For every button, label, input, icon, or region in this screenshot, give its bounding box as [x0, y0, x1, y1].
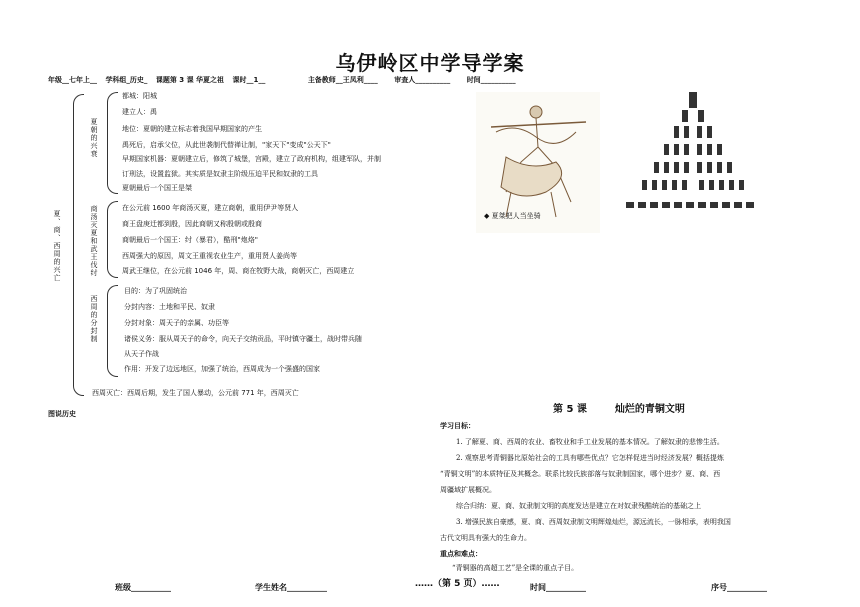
subject-field: 学科组_历史_ — [105, 76, 148, 84]
key-points-heading: 重点和难点： — [440, 549, 482, 558]
grade-field: 年级__七年上__ — [48, 76, 97, 84]
xia-line-2: 建立人：禹 — [122, 108, 157, 116]
footer-page-number: ……（第 5 页）…… — [415, 579, 500, 589]
objective-line-4: 周疆域扩展概况。 — [440, 486, 496, 494]
main-label: 夏、商、西周的兴亡 — [53, 210, 61, 282]
xia-line-7: 夏朝最后一个国王是桀 — [122, 184, 192, 192]
checker-field: 审查人__________ — [394, 76, 451, 84]
footer-class: 班级__________ — [115, 583, 171, 592]
lesson-name: 灿烂的青铜文明 — [614, 404, 685, 415]
objective-line-3: “青铜文明”的本质特征及其概念。联系比较氏族部落与奴隶制国家，哪个进步？夏、商、西 — [440, 470, 721, 478]
shang-brace — [107, 201, 118, 278]
page-title: 乌伊岭区中学导学案 — [335, 51, 525, 75]
footer-seat-number: 序号__________ — [711, 583, 767, 592]
caption-text: 夏桀把人当坐骑 — [491, 212, 541, 220]
lesson-number: 第 5 课 — [553, 404, 587, 415]
key-points-line: “青铜器的高超工艺”是全课的重点子目。 — [452, 564, 579, 572]
objective-line-1: 1. 了解夏、商、西周的农业、畜牧业和手工业发展的基本情况。了解奴隶的悲惨生活。 — [456, 438, 724, 446]
zhou-end-line: 西周灭亡：西周后期，发生了国人暴动，公元前 771 年，西周灭亡 — [92, 389, 299, 397]
xia-line-3: 地位：夏朝的建立标志着我国早期国家的产生 — [122, 125, 262, 133]
period-field: 课时__1__ — [232, 76, 266, 84]
xia-line-6: 订刑法，设置监狱。其实质是奴隶主阶级压迫平民和奴隶的工具 — [122, 170, 318, 178]
shang-line-4: 西周强大的原因，周文王重视农业生产，重用贤人姜尚等 — [122, 252, 297, 260]
footer-time: 时间__________ — [530, 583, 586, 592]
objective-line-6: 3. 增强民族自豪感，夏、商、西周奴隶制文明辉煌灿烂，源远流长，一脉相承，表明我国 — [456, 518, 731, 526]
topic-field: 课题第 3 课 华夏之祖 — [155, 76, 225, 84]
zhou-label: 西周的分封制 — [90, 295, 98, 343]
pyramid-drawing — [618, 90, 768, 225]
shang-line-3: 商朝最后一个国王：纣（暴君），酷刑"炮烙" — [122, 236, 258, 244]
xia-line-1: 都城：阳城 — [122, 92, 157, 100]
caption-bullet-icon: ◆ — [484, 212, 492, 220]
shang-line-1: 在公元前 1600 年商汤灭夏，建立商朝，重用伊尹等贤人 — [122, 204, 299, 212]
main-brace — [73, 94, 84, 396]
shang-label: 商汤灭夏和武王伐纣 — [90, 205, 98, 277]
picture-history-note: 图说历史 — [48, 410, 76, 418]
zhou-line-5: 从天子作战 — [124, 350, 159, 358]
xia-line-4: 禹死后，启承父位，从此世袭制代替禅让制，"家天下"变成"公天下" — [122, 141, 331, 149]
xia-jie-illustration — [476, 92, 600, 233]
zhou-line-3: 分封对象：周天子的亲属、功臣等 — [124, 319, 229, 327]
lesson-title — [553, 400, 713, 415]
zhou-line-2: 分封内容：土地和平民、奴隶 — [124, 303, 215, 311]
zhou-line-4: 诸侯义务：服从周天子的命令，向天子交纳贡品，平时镇守疆土，战时带兵随 — [124, 335, 362, 343]
header-info — [48, 75, 522, 85]
objective-line-2: 2. 观察思考青铜器比原始社会的工具有哪些优点？它怎样促进当时经济发展？概括提炼 — [456, 454, 724, 462]
social-pyramid-illustration — [618, 90, 768, 225]
shang-line-2: 商王盘庚迁都到殷，因此商朝又称殷朝或殷商 — [122, 220, 262, 228]
time-field: 时间__________ — [466, 76, 516, 84]
zhou-brace — [107, 285, 118, 377]
zhou-line-6: 作用：开发了边远地区，加强了统治，西周成为一个强盛的国家 — [124, 365, 320, 373]
xia-label: 夏朝的兴衰 — [90, 118, 98, 158]
teacher-field: 主备教师__王凤利____ — [307, 76, 378, 84]
footer-student-name: 学生姓名__________ — [255, 583, 327, 592]
objective-line-5: 综合归纳：夏、商、奴隶制文明的高度发达是建立在对奴隶残酷统治的基础之上 — [456, 502, 701, 510]
objectives-heading: 学习目标： — [440, 421, 475, 430]
xia-line-5: 早期国家机器：夏朝建立后，修筑了城堡，宫殿，建立了政府机构，组建军队，并制 — [122, 155, 381, 163]
shang-line-5: 周武王继位，在公元前 1046 年，周、商在牧野大战，商朝灭亡，西周建立 — [122, 267, 355, 275]
illustration-caption — [484, 211, 541, 221]
objective-line-7: 古代文明具有强大的生命力。 — [440, 534, 531, 542]
xia-brace — [107, 92, 118, 194]
zhou-line-1: 目的：为了巩固统治 — [124, 287, 187, 295]
